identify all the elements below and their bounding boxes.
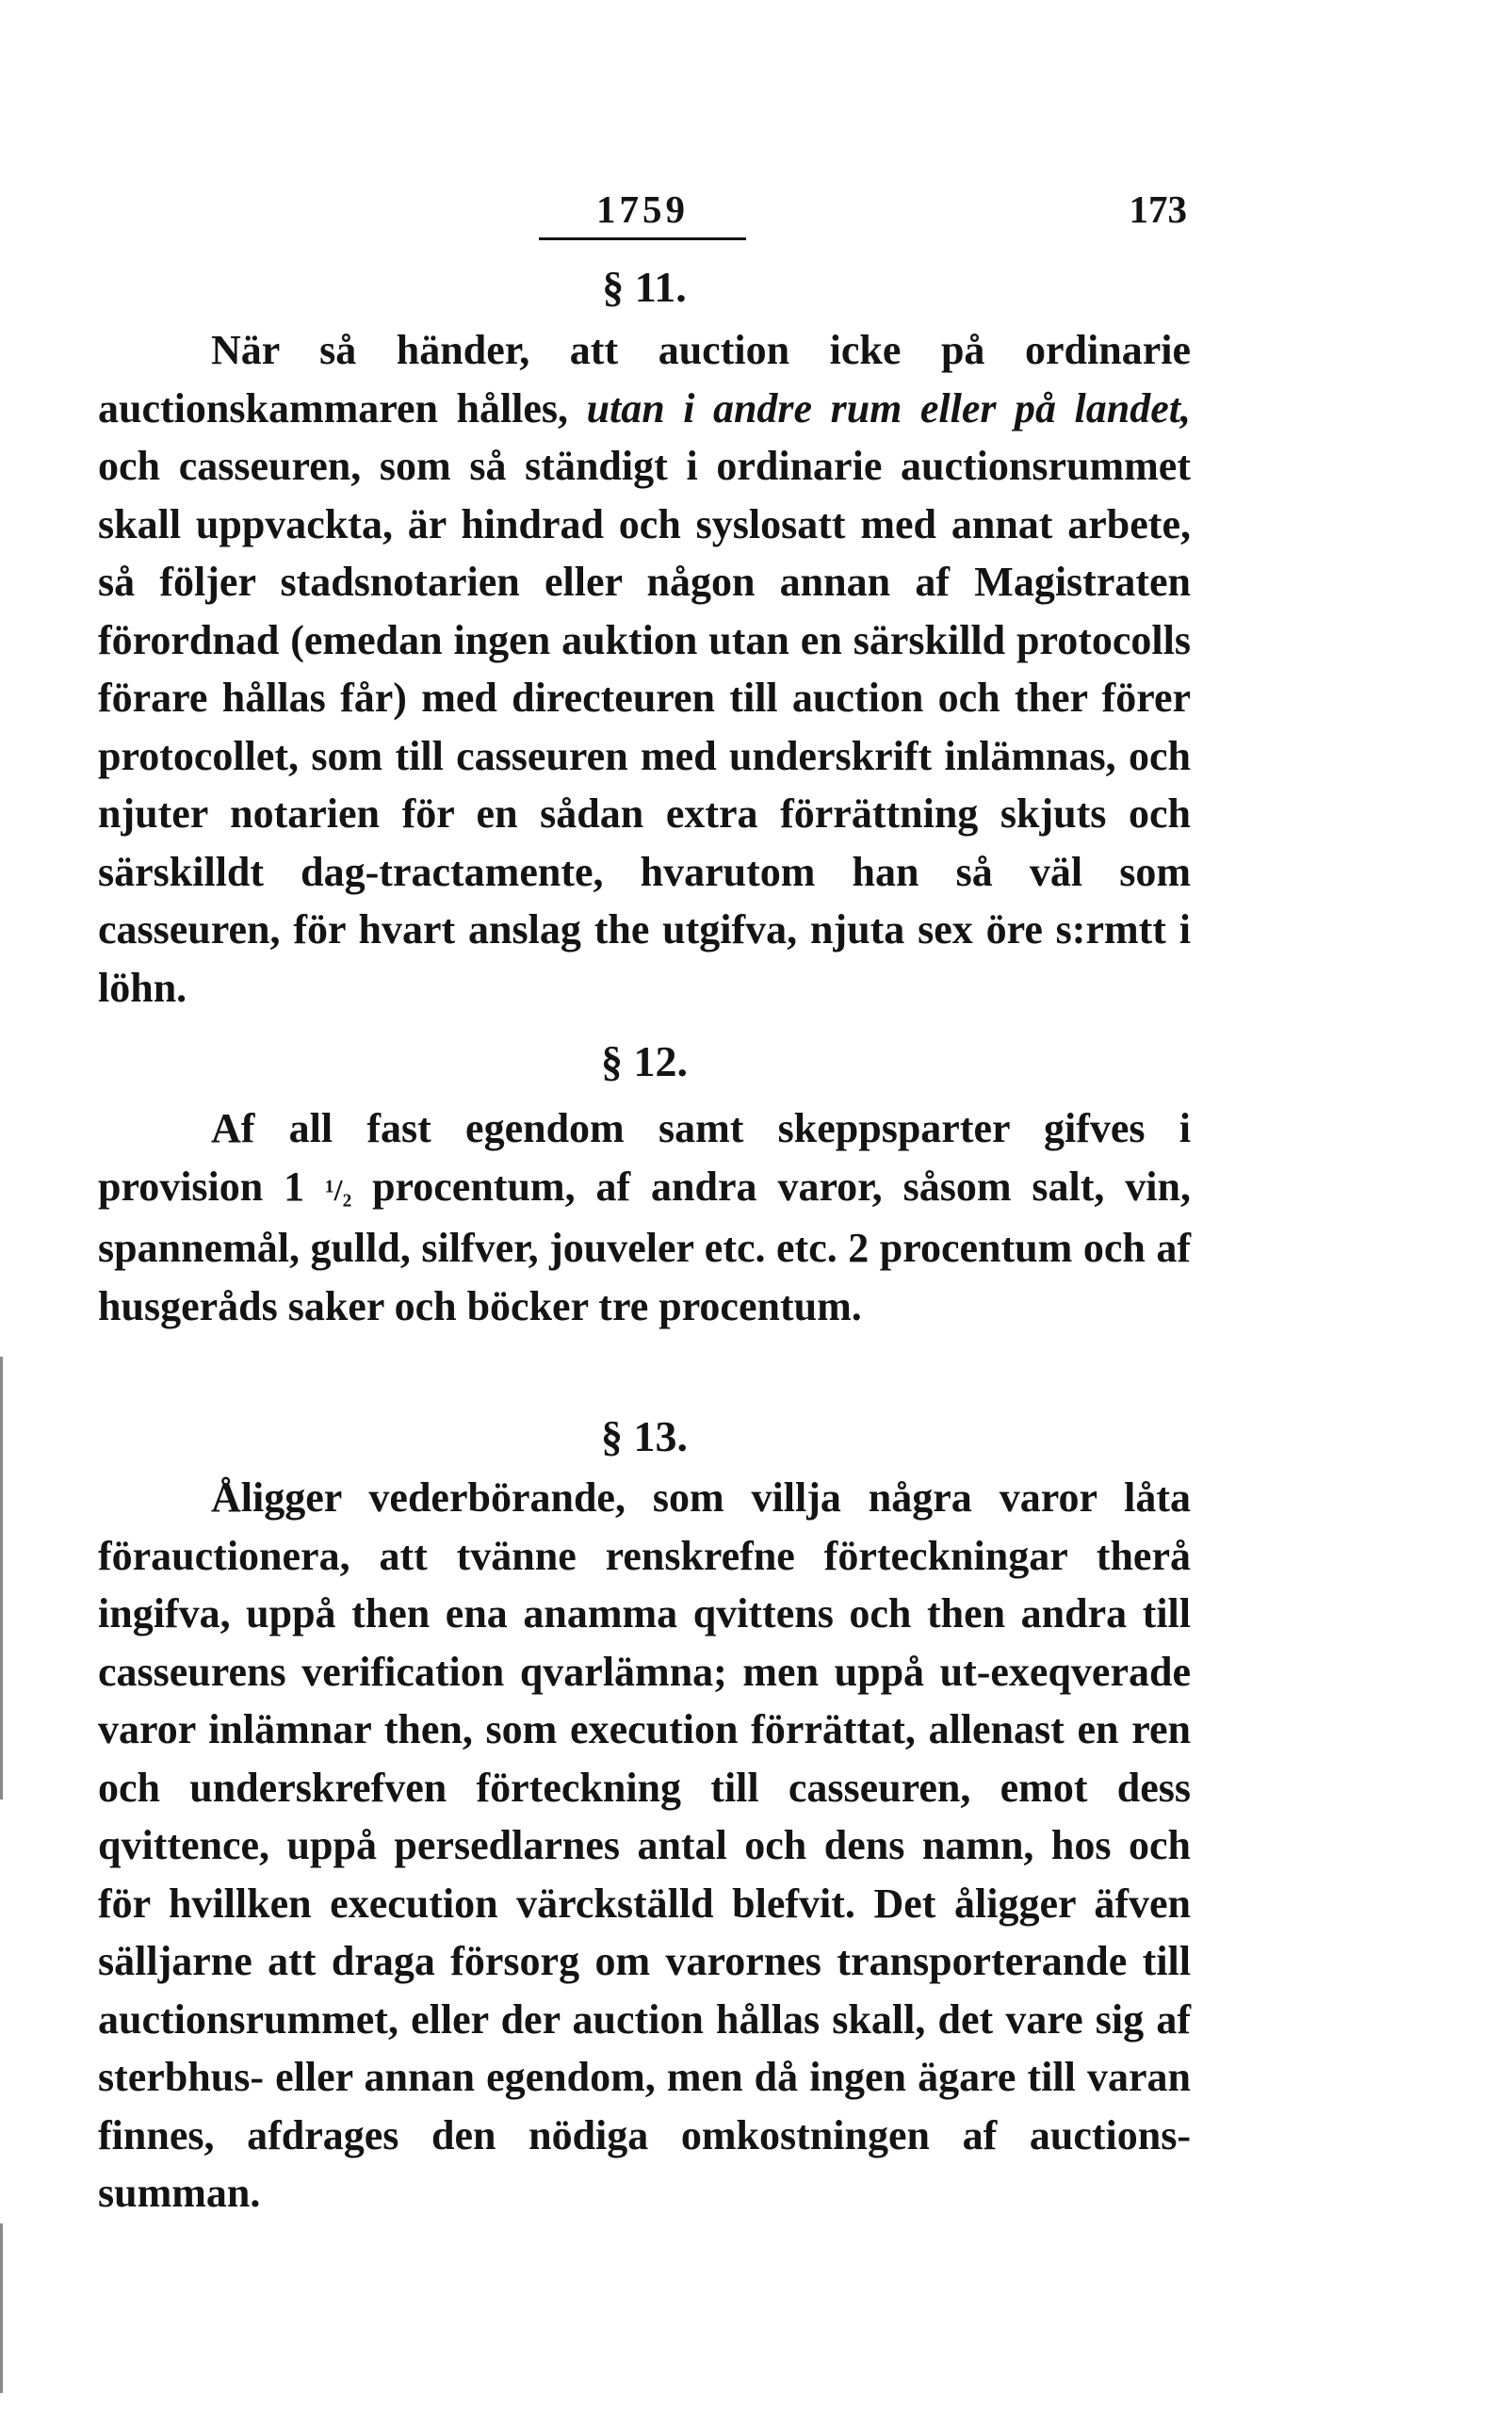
body-text: [98, 259, 1191, 2222]
section-12-text-end: procentum, af andra varor, såsom salt, vin, spannemål, gulld, silfver, jouveler etc. etc. 2 procentum och af husgeråds saker och böcker tre procentum.: [98, 1163, 1191, 1329]
running-head-year: 1759: [539, 187, 746, 240]
scan-edge-line: [0, 2223, 3, 2393]
section-11-text-start: När så händer, att auction icke på ordinarie auctionskammaren hålles,: [98, 327, 1191, 431]
page-header: [0, 187, 1512, 243]
section-13-heading: § 13.: [601, 1412, 688, 1460]
section-12-heading: § 12.: [601, 1037, 688, 1085]
section-12-text-start: Af all fast egendom samt skeppsparter gifves i provision 1: [98, 1105, 1191, 1210]
scan-edge-line: [0, 1357, 3, 1799]
section-13-paragraph: Åligger vederbörande, som villja några varor låta förauctionera, att tvänne renskrefne förteckningar therå ingifva, uppå then ena anamma qvittens och then andra till casseurens verification qvarlämna; men uppå ut-exeqverade varor inlämnar then, som execution förrättat, allenast en ren och underskrefven förteckning till casseuren, emot dess qvittence, uppå persedlarnes antal och dens namn, hos och för hvillken execution värckställd blefvit. Det åligger äfven sälljarne att draga försorg om varornes transporterande till auctionsrummet, eller der auction hållas skall, det vare sig af sterbhus- eller annan egendom, men då ingen ägare till varan finnes, afdrages den nödiga omkostningen af auctions-summan.: [98, 1474, 1191, 2216]
section-12-fraction: ¹/₂: [325, 1172, 352, 1207]
section-11-heading: § 11.: [602, 263, 687, 311]
section-12-paragraph: [98, 1099, 1191, 1335]
section-11-text-end: och casseuren, som så ständigt i ordinarie auctionsrummet skall uppvackta, är hindrad och syslosatt med annat arbete, så följer stadsnotarien eller någon annan af Magistraten förordnad (emedan ingen auktion utan en särskilld protocolls förare hållas får) med directeuren till auction och ther förer protocollet, som till casseuren med underskrift inlämnas, och njuter notarien för en sådan extra förrättning skjuts och särskilldt dag-tractamente, hvarutom han så väl som casseuren, för hvart anslag the utgifva, njuta sex öre s:rmtt i löhn.: [98, 443, 1191, 1011]
page-number: 173: [1129, 187, 1187, 231]
section-11-italic-phrase: utan i andre rum eller på landet,: [586, 384, 1191, 431]
section-11-paragraph: [98, 321, 1191, 1017]
